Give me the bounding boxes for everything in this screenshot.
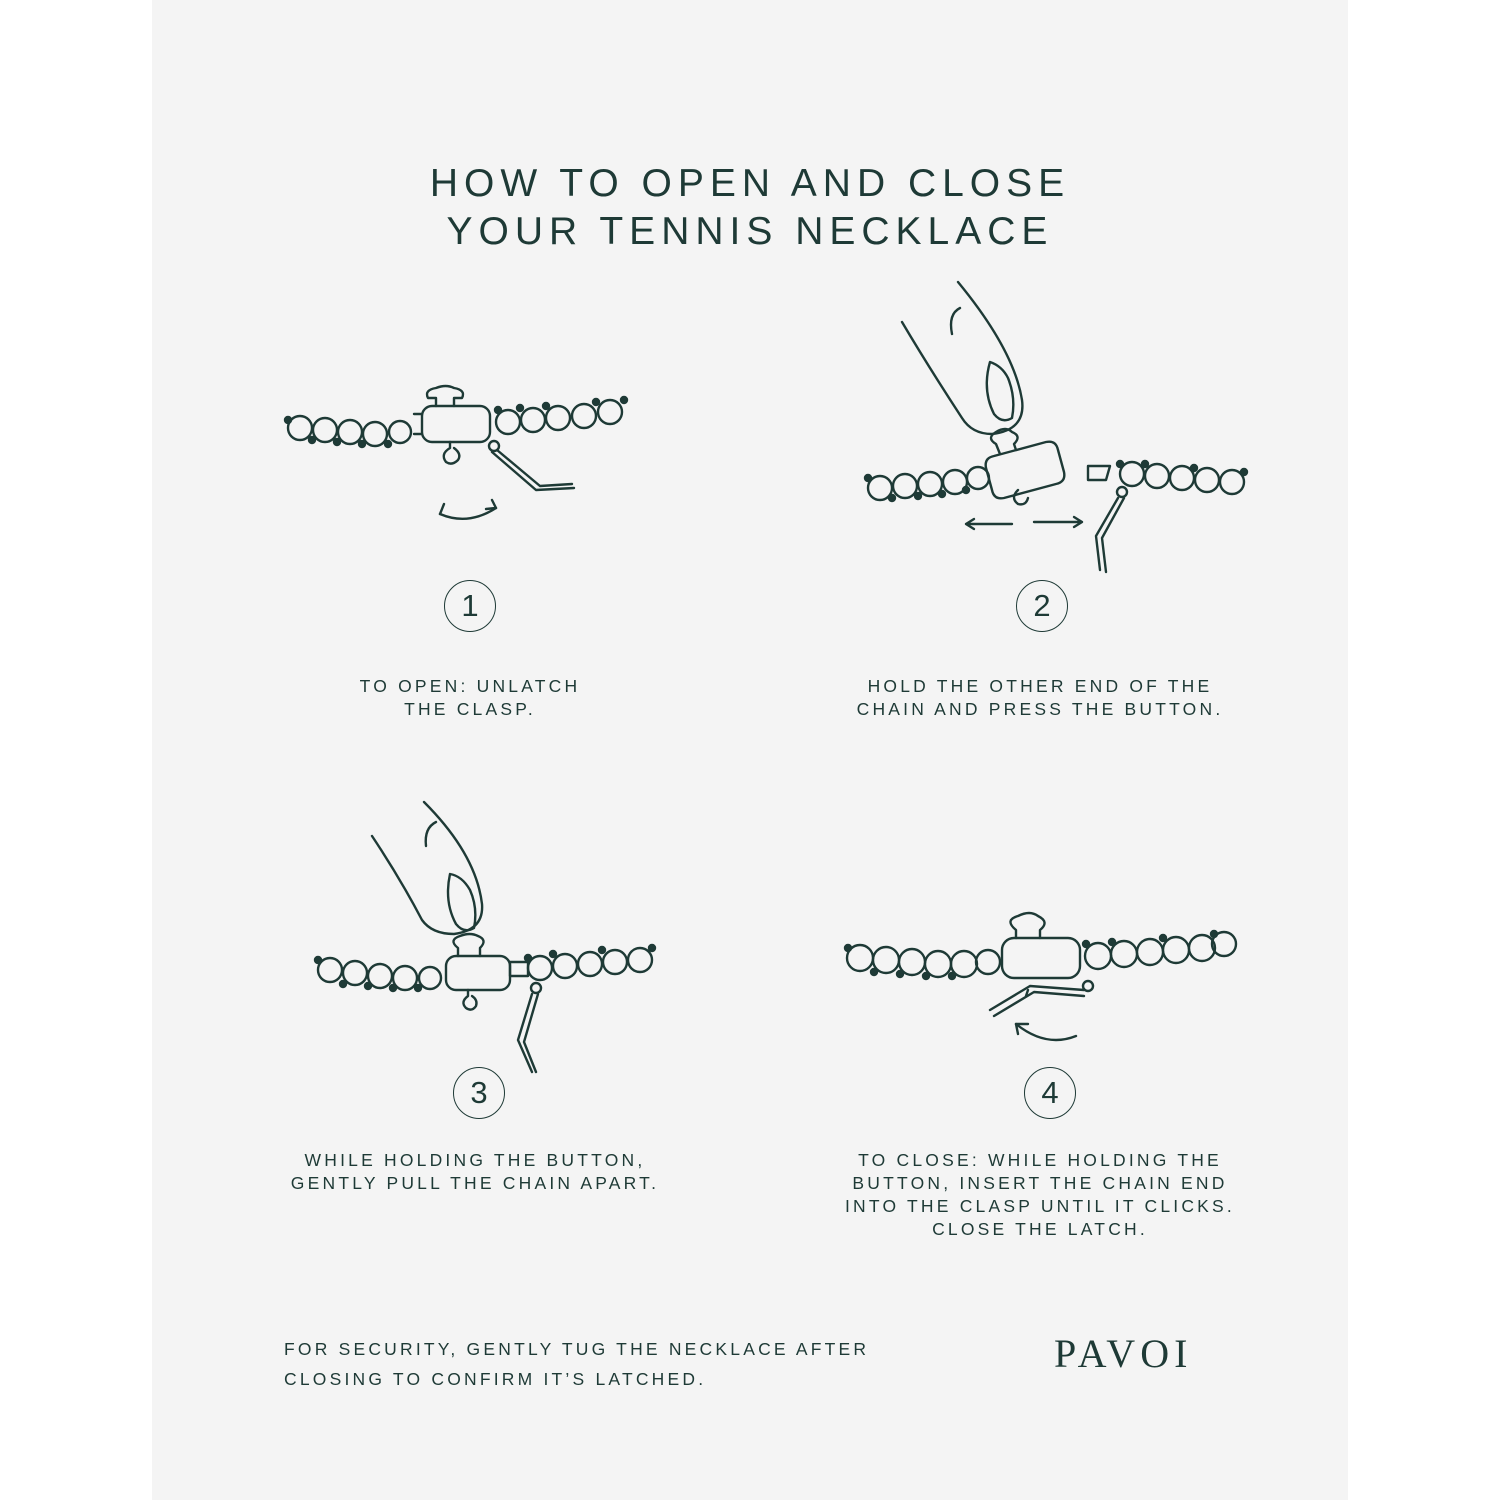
step-4-caption-line: TO CLOSE: WHILE HOLDING THE (858, 1150, 1222, 1170)
step-4-latch (990, 981, 1093, 1016)
title-line-1: HOW TO OPEN AND CLOSE (429, 162, 1071, 205)
security-note (284, 1334, 869, 1394)
step-2-caption-line: HOLD THE OTHER END OF THE (867, 676, 1213, 696)
step-4-caption-line: CLOSE THE LATCH. (932, 1219, 1148, 1239)
step-4-chain-right (1083, 931, 1236, 969)
step-1-chain-left (285, 416, 411, 447)
step-2-separate-arrows (966, 517, 1082, 529)
step-4-number-badge: 4 (1024, 1067, 1076, 1119)
step-2-caption (830, 675, 1250, 721)
title-line-2: YOUR TENNIS NECKLACE (446, 210, 1054, 253)
step-2-clasp (986, 429, 1065, 504)
step-2-finger (902, 282, 1022, 434)
step-1-number-badge: 1 (444, 580, 496, 632)
step-1-illustration (285, 386, 627, 519)
step-3-caption-line: WHILE HOLDING THE BUTTON, (304, 1150, 646, 1170)
step-2-caption-line: CHAIN AND PRESS THE BUTTON. (856, 699, 1224, 719)
step-4-chain-left (845, 945, 1000, 979)
step-3-latch (518, 983, 541, 1072)
step-2-number-badge: 2 (1016, 580, 1068, 632)
step-1-latch (489, 441, 574, 490)
security-note-line-1: FOR SECURITY, GENTLY TUG THE NECKLACE AFTER (284, 1339, 870, 1359)
step-3-chain-left (315, 957, 441, 991)
step-3-finger (372, 802, 482, 934)
step-1-caption-line: TO OPEN: UNLATCH (359, 676, 581, 696)
step-3-chain-right (525, 945, 655, 980)
step-3-caption-line: GENTLY PULL THE CHAIN APART. (290, 1173, 660, 1193)
step-1-caption (300, 675, 640, 721)
step-4-caption-line: BUTTON, INSERT THE CHAIN END (852, 1173, 1228, 1193)
step-1-clasp (414, 386, 490, 464)
step-4-caption-line: INTO THE CLASP UNTIL IT CLICKS. (845, 1196, 1235, 1216)
step-4-clasp (1002, 913, 1080, 978)
step-2-chain-left (865, 467, 989, 501)
step-3-illustration (315, 802, 655, 1072)
step-2-illustration (865, 282, 1247, 572)
brand-logo: PAVOI (1054, 1331, 1193, 1376)
step-2-chain-right (1088, 461, 1247, 494)
step-3-clasp (446, 934, 528, 1010)
step-1-rotate-arrow (440, 500, 496, 519)
security-note-line-2: CLOSING TO CONFIRM IT’S LATCHED. (284, 1369, 707, 1389)
step-1-caption-line: THE CLASP. (404, 699, 536, 719)
step-4-caption (810, 1149, 1270, 1241)
step-3-number-badge: 3 (453, 1067, 505, 1119)
step-1-chain-right (495, 397, 627, 434)
step-3-caption (270, 1149, 680, 1195)
step-4-illustration (845, 913, 1236, 1040)
step-4-insert-arrow (1016, 1024, 1076, 1040)
step-2-latch (1096, 487, 1127, 572)
